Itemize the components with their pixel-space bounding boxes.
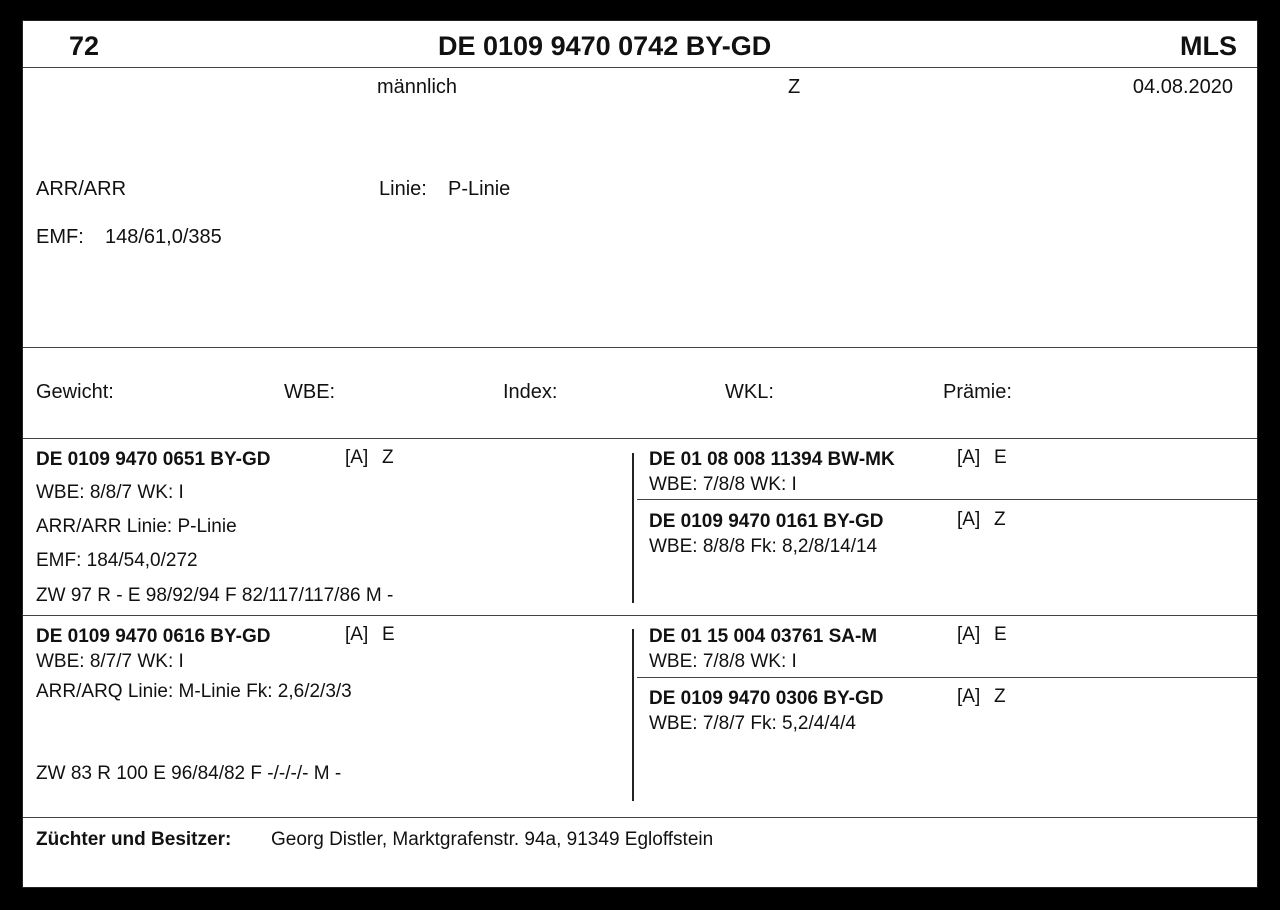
mother-grade: E (382, 624, 395, 645)
father-father-id: DE 01 08 008 11394 BW-MK (649, 449, 895, 470)
father-grade: Z (382, 447, 394, 468)
emf-label: EMF: (36, 226, 84, 248)
grade-value: Z (788, 76, 801, 98)
header-divider (23, 67, 1257, 68)
breed-code: MLS (1180, 31, 1237, 61)
pedigree-card (22, 20, 1258, 888)
father-mother-divider (23, 615, 1257, 616)
father-mother-grade: Z (994, 509, 1006, 530)
mother-parents-divider (637, 677, 1257, 678)
father-father-grade: E (994, 447, 1007, 468)
linie-label: Linie: (379, 178, 427, 200)
mother-zw: ZW 83 R 100 E 96/84/82 F -/-/-/- M - (36, 763, 342, 784)
father-father-wbe: WBE: 7/8/8 WK: I (649, 474, 797, 495)
father-wbe: WBE: 8/8/7 WK: I (36, 482, 184, 503)
mother-father-id: DE 01 15 004 03761 SA-M (649, 626, 878, 647)
mother-column-divider (632, 629, 634, 801)
father-emf: EMF: 184/54,0/272 (36, 550, 198, 571)
wbe-label: WBE: (284, 381, 336, 403)
animal-id: DE 0109 9470 0742 BY-GD (438, 31, 772, 61)
mother-father-grade: E (994, 624, 1007, 645)
father-father-tag: [A] (957, 447, 981, 468)
father-mother-id: DE 0109 9470 0161 BY-GD (649, 511, 884, 532)
father-parents-divider (637, 499, 1257, 500)
genotype-value: ARR/ARR (36, 178, 127, 200)
father-zw: ZW 97 R - E 98/92/94 F 82/117/117/86 M - (36, 585, 394, 606)
father-id: DE 0109 9470 0651 BY-GD (36, 449, 271, 470)
birth-date: 04.08.2020 (1132, 76, 1233, 98)
mother-id: DE 0109 9470 0616 BY-GD (36, 626, 271, 647)
mother-father-tag: [A] (957, 624, 981, 645)
wkl-label: WKL: (725, 381, 774, 403)
mother-mother-wbe: WBE: 7/8/7 Fk: 5,2/4/4/4 (649, 713, 856, 734)
linie-value: P-Linie (448, 178, 511, 200)
father-genotype: ARR/ARR Linie: P-Linie (36, 516, 237, 537)
info-divider (23, 347, 1257, 348)
mother-mother-grade: Z (994, 686, 1006, 707)
father-mother-wbe: WBE: 8/8/8 Fk: 8,2/8/14/14 (649, 536, 878, 557)
measures-divider (23, 438, 1257, 439)
footer-divider (23, 817, 1257, 818)
mother-genotype: ARR/ARQ Linie: M-Linie Fk: 2,6/2/3/3 (36, 681, 352, 702)
breeder-label: Züchter und Besitzer: (36, 829, 232, 850)
breeder-value: Georg Distler, Marktgrafenstr. 94a, 91349 Egloffstein (271, 829, 714, 850)
mother-wbe: WBE: 8/7/7 WK: I (36, 651, 184, 672)
catalog-number: 72 (69, 31, 100, 61)
sex-value: männlich (377, 76, 458, 98)
praemie-label: Prämie: (943, 381, 1012, 403)
mother-mother-tag: [A] (957, 686, 981, 707)
index-label: Index: (503, 381, 558, 403)
mother-mother-id: DE 0109 9470 0306 BY-GD (649, 688, 884, 709)
emf-value: 148/61,0/385 (105, 226, 222, 248)
father-column-divider (632, 453, 634, 603)
father-tag: [A] (345, 447, 369, 468)
gewicht-label: Gewicht: (36, 381, 114, 403)
mother-father-wbe: WBE: 7/8/8 WK: I (649, 651, 797, 672)
mother-tag: [A] (345, 624, 369, 645)
father-mother-tag: [A] (957, 509, 981, 530)
